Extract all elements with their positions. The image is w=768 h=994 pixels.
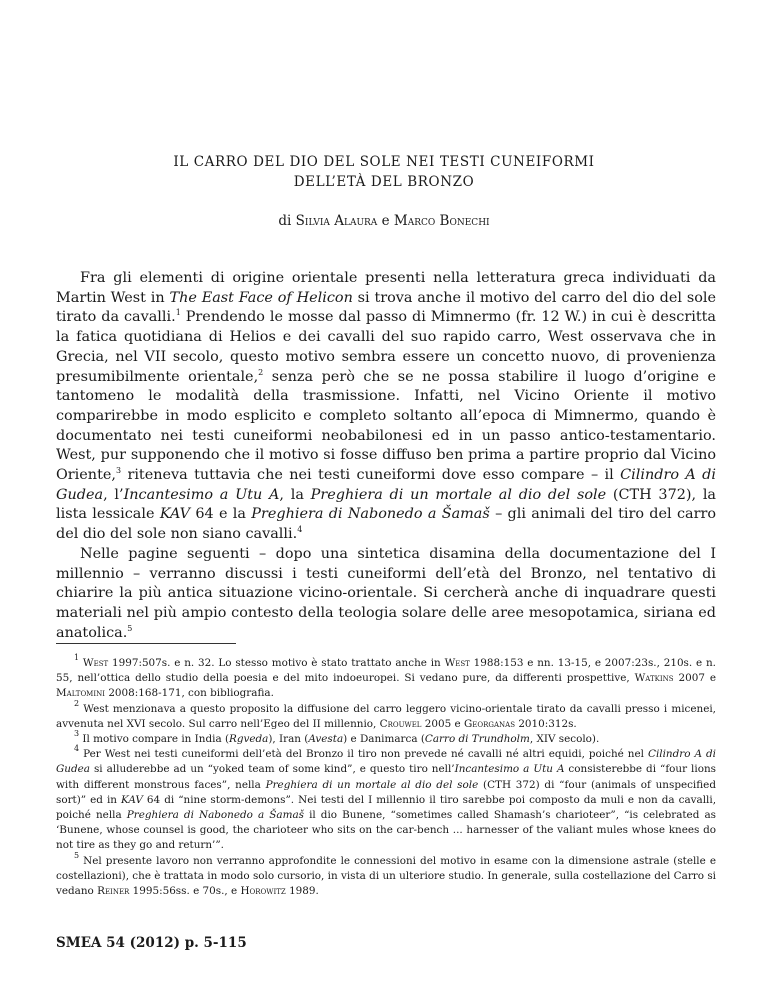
footnote-number: 1 xyxy=(74,653,80,662)
text-run: ), Iran ( xyxy=(268,733,309,746)
text-run: , la xyxy=(279,486,311,503)
text-title: Carro di Trundholm xyxy=(424,733,530,746)
footnote-2 xyxy=(56,698,716,732)
text-run: 1995:56ss. e 70s., e xyxy=(129,885,241,898)
body-text xyxy=(56,269,716,643)
text-run: 2005 e xyxy=(421,717,464,730)
text-run: si alluderebbe ad un “yoked team of some kind”, e questo tiro nell’ xyxy=(90,763,455,776)
paragraph-1 xyxy=(56,269,716,545)
footnote-ref[interactable]: 5 xyxy=(127,623,133,633)
text-run: Nelle pagine seguenti – dopo una sintetica disamina della documentazione del I millennio – verranno discussi i testi cuneiformi dell’età del Bronzo, nel tentativo di chiarire la più antica situazione vicino-orientale. Si cercherà anche di inquadrare questi materiali nel più ampio contesto della teologia solare delle aree mesopotamica, siriana ed anatolica. xyxy=(56,545,716,641)
text-run: Il motivo compare in India ( xyxy=(79,733,229,746)
byline-conjunction: e xyxy=(381,213,390,229)
text-run: West menzionava a questo proposito la diffusione del carro leggero vicino-orientale tirato da cavalli presso i micenei, avvenuta nel XVI secolo. Sul carro nell’Egeo del II millennio, xyxy=(56,702,716,730)
footnote-number: 5 xyxy=(74,850,80,860)
text-run: ) e Danimarca ( xyxy=(343,733,425,746)
text-run: 1997:507s. e n. 32. Lo stesso motivo è stato trattato anche in xyxy=(108,657,445,669)
footnote-number: 2 xyxy=(74,698,80,708)
footnote-number: 4 xyxy=(74,744,80,754)
text-run: Per West nei testi cuneiformi dell’età del Bronzo il tiro non prevede né cavalli né altri equidi, poiché nel xyxy=(79,748,648,761)
cited-author: Horowitz xyxy=(240,885,286,898)
text-title: Cilindro A di Gudea xyxy=(56,748,717,776)
text-run: (CTH 372), la lista lessicale xyxy=(56,486,717,523)
text-run: (CTH 372) di “four (animals of unspecified sort)” ed in xyxy=(56,778,716,806)
title-line-2: DELL’ETÀ DEL BRONZO xyxy=(293,174,475,190)
footnote-ref[interactable]: 1 xyxy=(175,308,181,318)
text-run: Prendendo le mosse dal passo di Mimnermo (fr. 12 W.) in cui è descritta la fatica quotidiana di Helios e dei cavalli del suo rapido carro, West osservava che in Grecia, nel VII secolo, questo motivo sembra essere un concetto nuovo, di provenienza presumibilmente orientale, xyxy=(56,309,716,385)
text-run: , XIV secolo). xyxy=(529,733,600,746)
paragraph-2 xyxy=(56,545,716,644)
byline-prefix: di xyxy=(278,213,292,229)
text-run: si trova anche il motivo del carro del dio del sole tirato da cavalli. xyxy=(56,289,716,326)
cited-author: Maltomini xyxy=(56,687,106,700)
text-run: 2008:168-171, con bibliografia. xyxy=(105,687,274,700)
text-title: Incantesimo a Utu A xyxy=(123,486,280,503)
text-run: 2007 e xyxy=(673,672,716,685)
cited-author: West xyxy=(79,657,109,669)
footnote-divider xyxy=(56,643,236,644)
text-run: Nel presente lavoro non verranno approfondite le connessioni del motivo in esame con la dimensione astrale (stelle e costellazioni), che è trattata in modo solo cursorio, in vista di un ulteriore studio. In generale, sulla costellazione del Carro si vedano xyxy=(56,854,716,898)
text-run: senza però che se ne possa stabilire il luogo d’origine e tantomeno le modalità della trasmissione. Infatti, nel Vicino Oriente il motivo comparirebbe in modo esplicito e completo soltanto all’epoca di Mimnermo, quando è documentato nei testi cuneiformi neobabilonesi ed in un passo antico-testamentario. West, pur supponendo che il motivo si fosse diffuso ben prima a partire proprio dal Vicino Oriente, xyxy=(56,368,716,484)
byline xyxy=(90,213,678,229)
text-run: il dio Bunene, “sometimes called Shamash’s charioteer”, “is celebrated as ‘Bunene, whose counsel is good, the charioteer who sits on the car-bench ... harnesser of the valiant mules whose knees do not tire as they go and return’”. xyxy=(56,809,716,852)
book-title: The East Face of Helicon xyxy=(169,289,353,306)
cited-author: Reiner xyxy=(97,885,130,898)
text-run: riteneva tuttavia che nei testi cuneiformi dove esso compare – il xyxy=(121,467,621,484)
footnote-5 xyxy=(56,850,716,900)
cited-author: West xyxy=(444,657,470,669)
text-title: Rgveda xyxy=(229,733,269,746)
text-title: KAV xyxy=(159,506,191,523)
text-run: Fra gli elementi di origine orientale presenti nella letteratura greca individuati da Martin West in xyxy=(56,270,716,306)
footnote-ref[interactable]: 2 xyxy=(258,367,264,377)
text-run: 1988:153 e nn. 13-15, e 2007:23s., 210s. e n. 55, nell’ottica dello studio della poesia e del mito indoeuropei. Si vedano pure, da differenti prospettive, xyxy=(56,657,716,685)
text-title: Cilindro A di Gudea xyxy=(56,467,716,503)
author-2: Marco Bonechi xyxy=(393,213,490,229)
title-line-1: IL CARRO DEL DIO DEL SOLE NEI TESTI CUNEIFORMI xyxy=(173,154,595,170)
footnote-1 xyxy=(56,653,716,702)
cited-author: Crouwel xyxy=(379,717,422,730)
text-run: 2010:312s. xyxy=(515,717,577,730)
text-title: Preghiera di Nabonedo a Šamaš xyxy=(126,809,304,822)
footnote-4 xyxy=(56,744,717,853)
footnote-number: 3 xyxy=(74,729,80,739)
footnote-3 xyxy=(56,729,716,747)
text-title: Avesta xyxy=(308,733,344,746)
text-run: 1989. xyxy=(285,885,319,898)
journal-citation: SMEA 54 (2012) p. 5-115 xyxy=(56,935,247,951)
text-run: 64 e la xyxy=(190,506,252,523)
footnote-ref[interactable]: 4 xyxy=(297,525,303,535)
text-run: – gli animali del tiro del carro del dio del sole non siano cavalli. xyxy=(56,506,717,543)
footnotes xyxy=(56,652,716,899)
text-title: Preghiera di un mortale al dio del sole xyxy=(310,486,607,503)
article-title xyxy=(90,152,678,192)
text-title: KAV xyxy=(121,793,143,806)
text-title: Preghiera di un mortale al dio del sole xyxy=(265,778,479,791)
text-title: Incantesimo a Utu A xyxy=(454,763,565,776)
text-title: Preghiera di Nabonedo a Šamaš xyxy=(251,506,490,523)
cited-author: Georganas xyxy=(463,717,516,730)
text-run: , l’ xyxy=(103,486,124,503)
author-1: Silvia Alaura xyxy=(295,213,378,229)
footnote-ref[interactable]: 3 xyxy=(115,466,122,476)
text-run: 64 di “nine storm-demons”. Nei testi del I millennio il tiro sarebbe poi composto da muli e non da cavalli, poiché nella xyxy=(56,793,716,822)
cited-author: Watkins xyxy=(634,672,674,685)
text-run: consisterebbe di “four lions with different monstrous faces”, nella xyxy=(56,763,716,791)
